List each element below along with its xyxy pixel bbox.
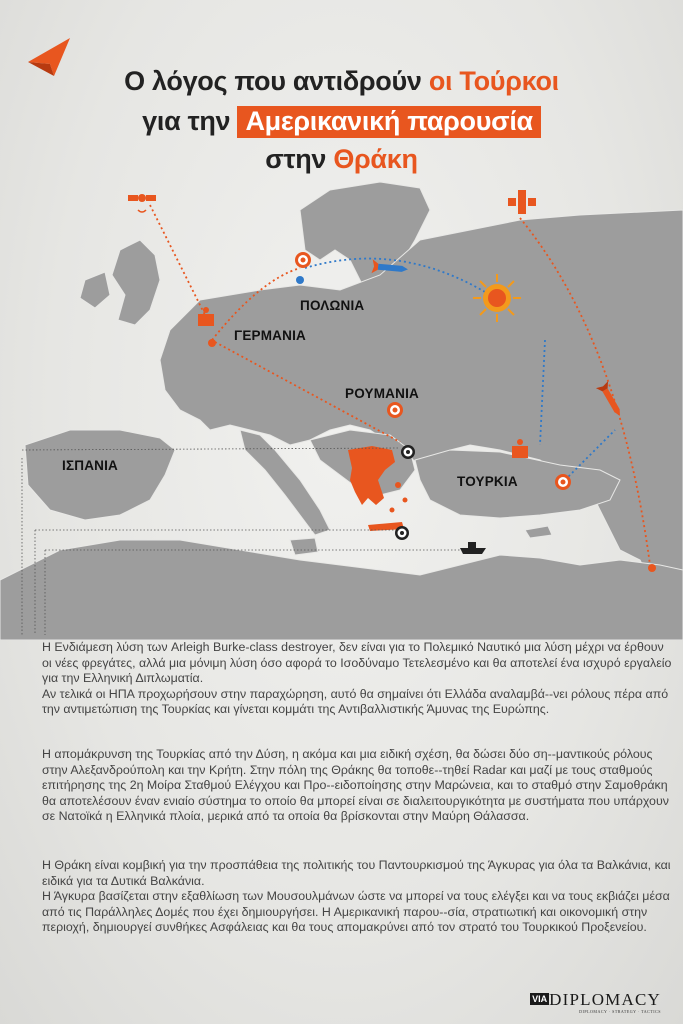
- paragraph-1b: Αν τελικά οι ΗΠΑ προχωρήσουν στην παραχώρηση, αυτό θα σημαίνει ότι Ελλάδα αναλαμβά--νει ρόλους πέρα από την αντιμετώπιση της Τουρκίας και γίνεται κομμάτι της Αντιβαλλιστικής Άμυνας της Ευρώπης.: [42, 686, 669, 717]
- title-line-1-text: Ο λόγος που αντιδρούν: [124, 66, 429, 96]
- greek-island: [395, 482, 401, 488]
- logo-tagline: DIPLOMACY · STRATEGY · TACTICS: [579, 1009, 661, 1014]
- logo-brand: DIPLOMACY: [549, 990, 661, 1009]
- logo-via: VIA: [532, 994, 548, 1004]
- paragraph-block-3: [42, 858, 672, 936]
- paragraph-3: Η Θράκη είναι κομβική για την προσπάθεια της πολιτικής του Παντουρκισμού της Άγκυρας για όλα τα Βαλκάνια, και ειδικά για τα Δυτικά Βαλκάνια.: [42, 858, 671, 888]
- label-germany: ΓΕΡΜΑΝΙΑ: [234, 328, 306, 343]
- europe-map: [0, 180, 683, 640]
- poland-blue-marker: [296, 276, 304, 284]
- paragraph-2: Η απομάκρυνση της Τουρκίας από την Δύση, η ακόμα και μια ειδική σχέση, θα δώσει δύο ση--μαντικούς ρόλους στην Αλεξανδρούπολη και την Κρήτη. Στην πόλη της Θράκης θα τοποθε--τηθεί Radar και μαζί με τους σταθμούς επιτήρησης της 2η Μοίρα Σταθμού Ελέγχου και Προ--ειδοποίησης στην Μαρώνεια, και το σταθμό στην Σαμοθράκη θα αποτελέσουν έναν ενιαίο σύστημα το οποίο θα μπορεί είναι σε διαλειτουργικότητα με συστήματα που υπάρχουν σε Νατοϊκά η Ελληνικά πλοία, μερικά από τα οποία θα βρίσκονται στην Μαύρη Θάλασσα.: [42, 747, 669, 824]
- paragraph-1: Η Ενδιάμεση λύση των Arleigh Burke-class destroyer, δεν είναι για το Πολεμικό Ναυτικό μια λύση μέχρι να έρθουν οι νέες φρεγάτες, αλλά μια μόνιμη λύση όσο αφορά το Ισοδύναμο Τετελεσμένο και θα αποτελεί ένα ισχυρό εργαλείο για την Ελληνική Διπλωματία.: [42, 640, 672, 686]
- title-line-2-highlight: Αμερικανική παρουσία: [237, 106, 540, 138]
- radar-romania-icon: [387, 402, 403, 418]
- north-africa-land: [0, 540, 683, 640]
- greek-island: [403, 498, 408, 503]
- germany-marker: [208, 339, 216, 347]
- paragraph-block-1: [42, 640, 672, 718]
- title-line-1-highlight: οι Τούρκοι: [428, 66, 559, 96]
- label-poland: ΠΟΛΩΝΙΑ: [300, 298, 365, 313]
- title-line-2: [0, 106, 683, 137]
- greek-island: [390, 508, 395, 513]
- ship-icon: [460, 542, 486, 554]
- radar-turkey-icon: [555, 474, 571, 490]
- rocket-end-marker: [648, 564, 656, 572]
- label-romania: ΡΟΥΜΑΝΙΑ: [345, 386, 419, 401]
- label-turkey: ΤΟΥΡΚΙΑ: [457, 474, 518, 489]
- iberia-land: [25, 430, 175, 520]
- uk-land: [112, 240, 160, 325]
- title-line-3-highlight: Θράκη: [333, 144, 418, 174]
- satellite-right-icon: [508, 190, 536, 214]
- radar-poland-icon: [295, 252, 311, 268]
- explosion-icon: [473, 274, 521, 322]
- target-crete-icon: [395, 526, 409, 540]
- paragraph-block-2: [42, 747, 672, 825]
- title-line-1: [0, 66, 683, 97]
- title-line-3-text: στην: [265, 144, 334, 174]
- via-diplomacy-logo: [530, 990, 661, 1014]
- ireland-land: [80, 272, 110, 308]
- label-spain: ΙΣΠΑΝΙΑ: [62, 458, 118, 473]
- satellite-left-icon: [128, 194, 156, 212]
- title-line-3: [0, 144, 683, 175]
- title-line-2-text: για την: [142, 106, 238, 136]
- cyprus-land: [525, 526, 552, 538]
- paragraph-3b: Η Άγκυρα βασίζεται στην εξαθλίωση των Μουσουλμάνων ώστε να μπορεί να τους ελέγξει και να τους εκβιάζει μέσα από τις Παράλληλες Δομές που έχει δημιουργήσει. Η Αμερικανική παρου--σία, στρατιωτική και οικονομική στην περιοχή, δημιουργεί συνθήκες Ασφάλειας και θα τους απομακρύνει από τον στρατό του Τουρκικού Προξενείου.: [42, 889, 670, 935]
- target-alexandroupoli-icon: [401, 445, 415, 459]
- sicily-land: [290, 538, 318, 555]
